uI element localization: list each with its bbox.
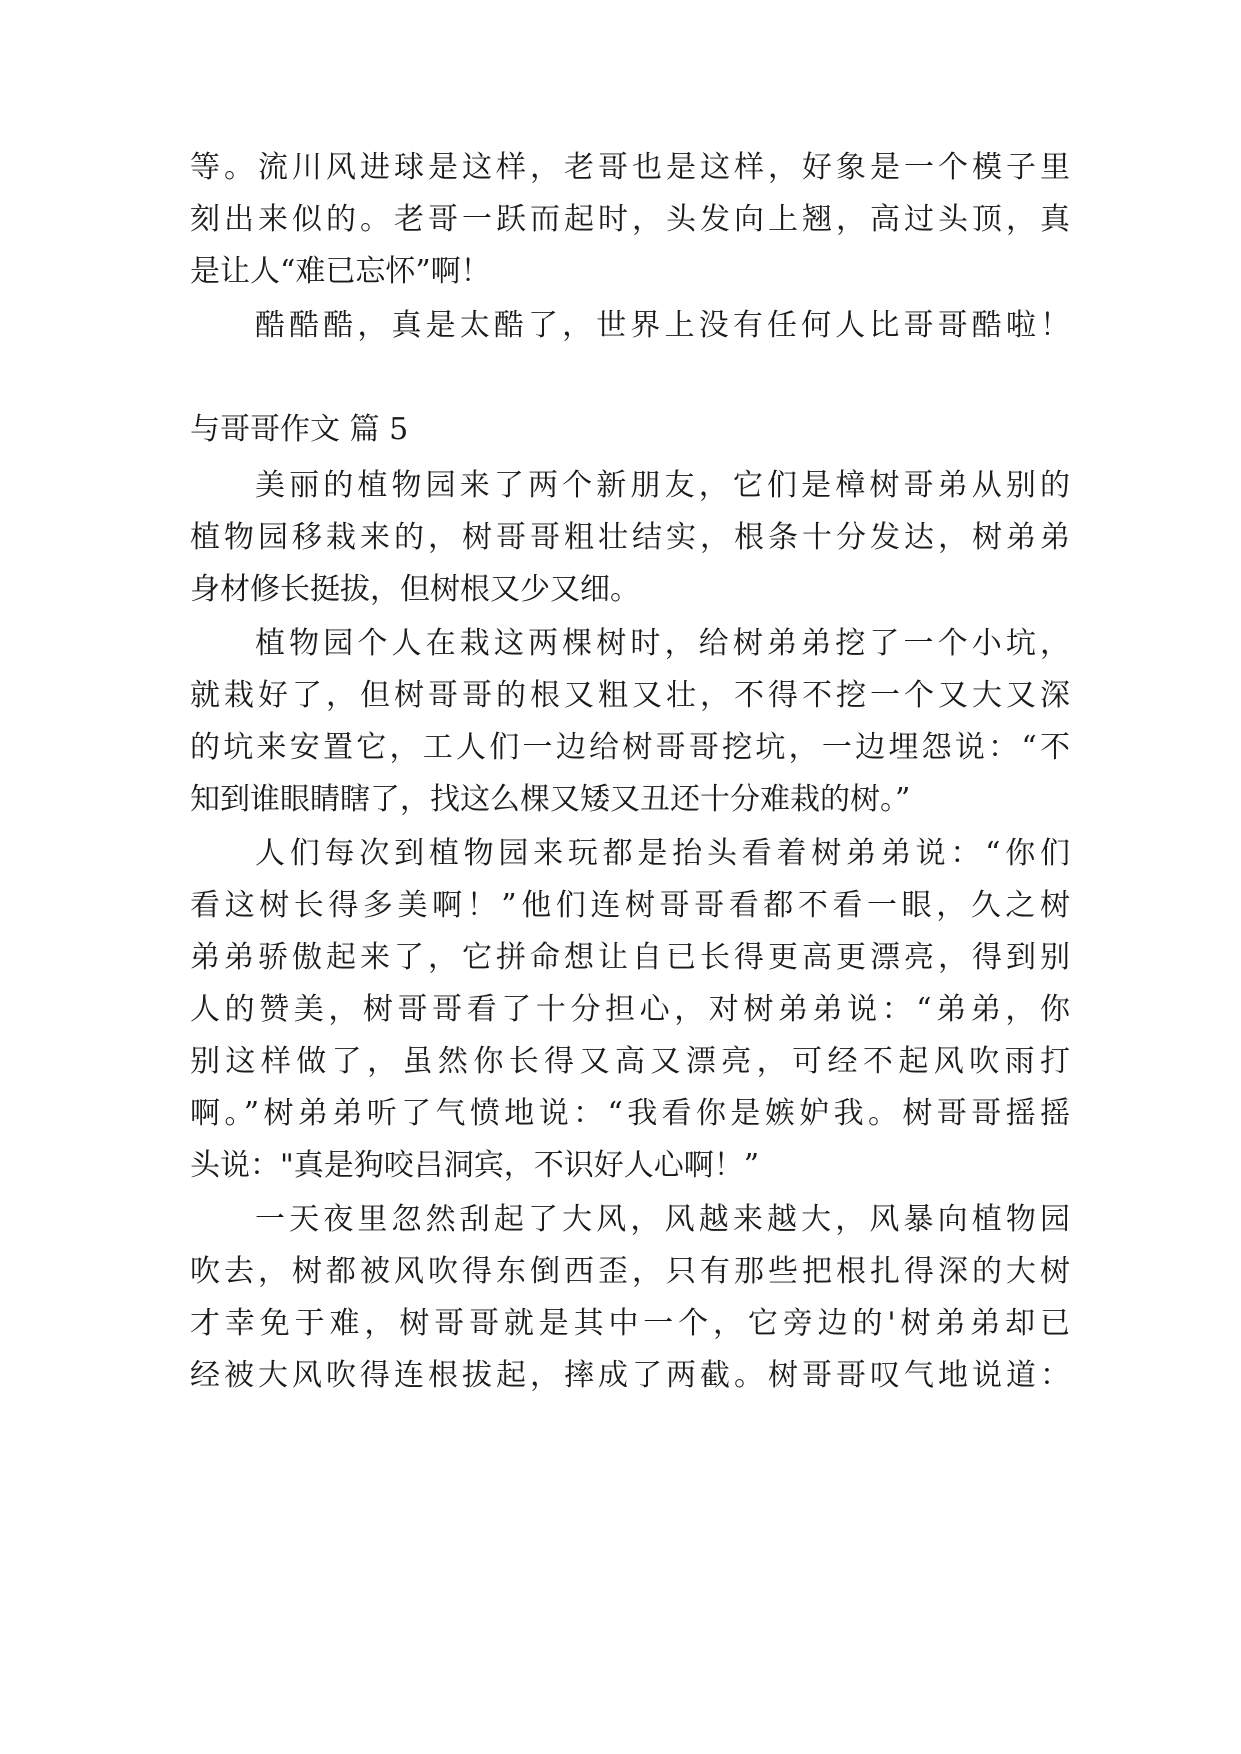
body-text-line: 看这树长得多美啊！”他们连树哥哥看都不看一眼，久之树 [190,888,1070,923]
body-text-line: 就栽好了，但树哥哥的根又粗又壮，不得不挖一个又大又深 [190,678,1070,713]
body-text-line: 一天夜里忽然刮起了大风，风越来越大，风暴向植物园 [255,1202,1070,1237]
body-text-line: 弟弟骄傲起来了，它拼命想让自已长得更高更漂亮，得到别 [190,940,1070,975]
body-text-line: 美丽的植物园来了两个新朋友，它们是樟树哥弟从别的 [255,468,1070,503]
body-text-line: 的坑来安置它，工人们一边给树哥哥挖坑，一边埋怨说：“不 [190,730,1070,765]
body-text-line: 啊。”树弟弟听了气愤地说：“我看你是嫉妒我。树哥哥摇摇 [190,1096,1070,1131]
body-text-line: 刻出来似的。老哥一跃而起时，头发向上翘，高过头顶，真 [190,202,1070,237]
section-heading: 与哥哥作文 篇 5 [190,412,409,447]
body-text-line: 植物园移栽来的，树哥哥粗壮结实，根条十分发达，树弟弟 [190,520,1070,555]
body-text-line: 植物园个人在栽这两棵树时，给树弟弟挖了一个小坑， [255,626,1070,661]
body-text-line: 人们每次到植物园来玩都是抬头看着树弟弟说：“你们 [255,836,1070,871]
body-text-line: 经被大风吹得连根拔起，摔成了两截。树哥哥叹气地说道： [190,1358,1070,1393]
body-text-line: 知到谁眼睛瞎了，找这么棵又矮又丑还十分难栽的树。” [190,782,911,817]
body-text-line: 等。流川风进球是这样，老哥也是这样，好象是一个模子里 [190,150,1070,185]
body-text-line: 吹去，树都被风吹得东倒西歪，只有那些把根扎得深的大树 [190,1254,1070,1289]
body-text-line: 人的赞美，树哥哥看了十分担心，对树弟弟说：“弟弟，你 [190,992,1070,1027]
body-text-line: 酷酷酷，真是太酷了，世界上没有任何人比哥哥酷啦！ [255,308,1070,343]
body-text-line: 别这样做了，虽然你长得又高又漂亮，可经不起风吹雨打 [190,1044,1070,1079]
body-text-line: 身材修长挺拔，但树根又少又细。 [190,572,640,607]
body-text-line: 是让人“难已忘怀”啊！ [190,254,491,289]
body-text-line: 头说："真是狗咬吕洞宾，不识好人心啊！” [190,1148,760,1183]
body-text-line: 才幸免于难，树哥哥就是其中一个，它旁边的'树弟弟却已 [190,1306,1070,1341]
